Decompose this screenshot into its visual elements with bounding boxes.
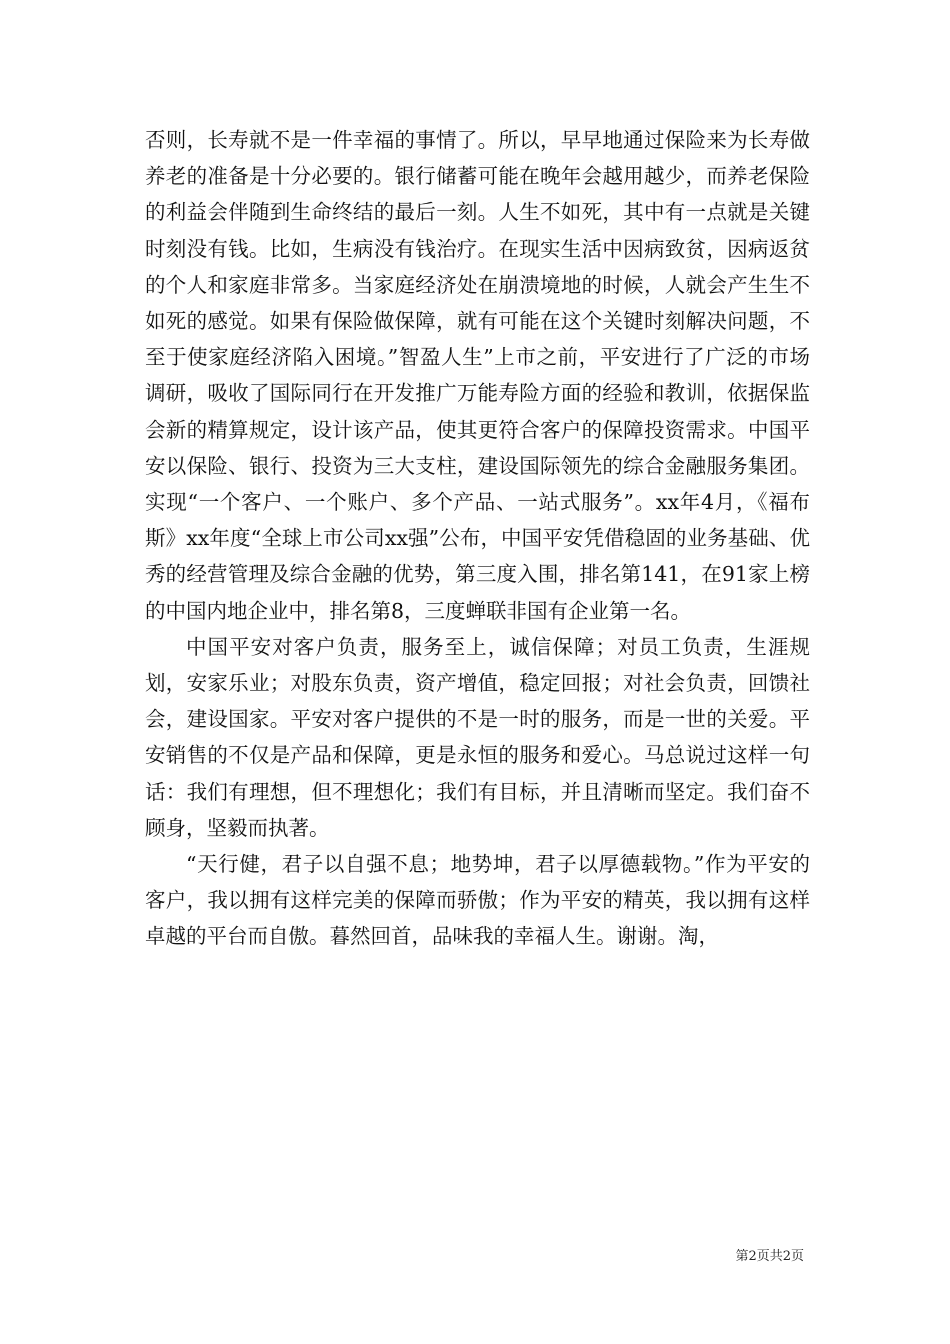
page-number: 第2页共2页 — [735, 1249, 804, 1264]
paragraph-3: “天行健，君子以自强不息；地势坤，君子以厚德载物。”作为平安的客户，我以拥有这样完美的保障而骄傲；作为平安的精英，我以拥有这样卓越的平台而自傲。暮然回首，品味我的幸福人生。谢谢。淘， — [145, 852, 810, 949]
paragraph-1: 否则，长寿就不是一件幸福的事情了。所以，早早地通过保险来为长寿做养老的准备是十分必要的。银行储蓄可能在晚年会越用越少，而养老保险的利益会伴随到生命终结的最后一刻。人生不如死，其中有一点就是关键时刻没有钱。比如，生病没有钱治疗。在现实生活中因病致贫，因病返贫的个人和家庭非常多。当家庭经济处在崩溃境地的时候，人就会产生生不如死的感觉。如果有保险做保障，就有可能在这个关键时刻解决问题，不至于使家庭经济陷入困境。”智盈人生”上市之前，平安进行了广泛的市场调研，吸收了国际同行在开发推广万能寿险方面的经验和教训，依据保监会新的精算规定，设计该产品，使其更符合客户的保障投资需求。中国平安以保险、银行、投资为三大支柱，建设国际领先的综合金融服务集团。实现“一个客户、一个账户、多个产品、一站式服务”。xx年4月，《福布斯》xx年度“全球上市公司xx强”公布，中国平安凭借稳固的业务基础、优秀的经营管理及综合金融的优势，第三度入围，排名第141，在91家上榜的中国内地企业中，排名第8，三度蝉联非国有企业第一名。 — [145, 128, 810, 623]
document-body — [145, 122, 810, 955]
paragraph-2: 中国平安对客户负责，服务至上，诚信保障；对员工负责，生涯规划，安家乐业；对股东负责，资产增值，稳定回报；对社会负责，回馈社会，建设国家。平安对客户提供的不是一时的服务，而是一世的关爱。平安销售的不仅是产品和保障，更是永恒的服务和爱心。马总说过这样一句话：我们有理想，但不理想化；我们有目标，并且清晰而坚定。我们奋不顾身，坚毅而执著。 — [145, 634, 810, 840]
